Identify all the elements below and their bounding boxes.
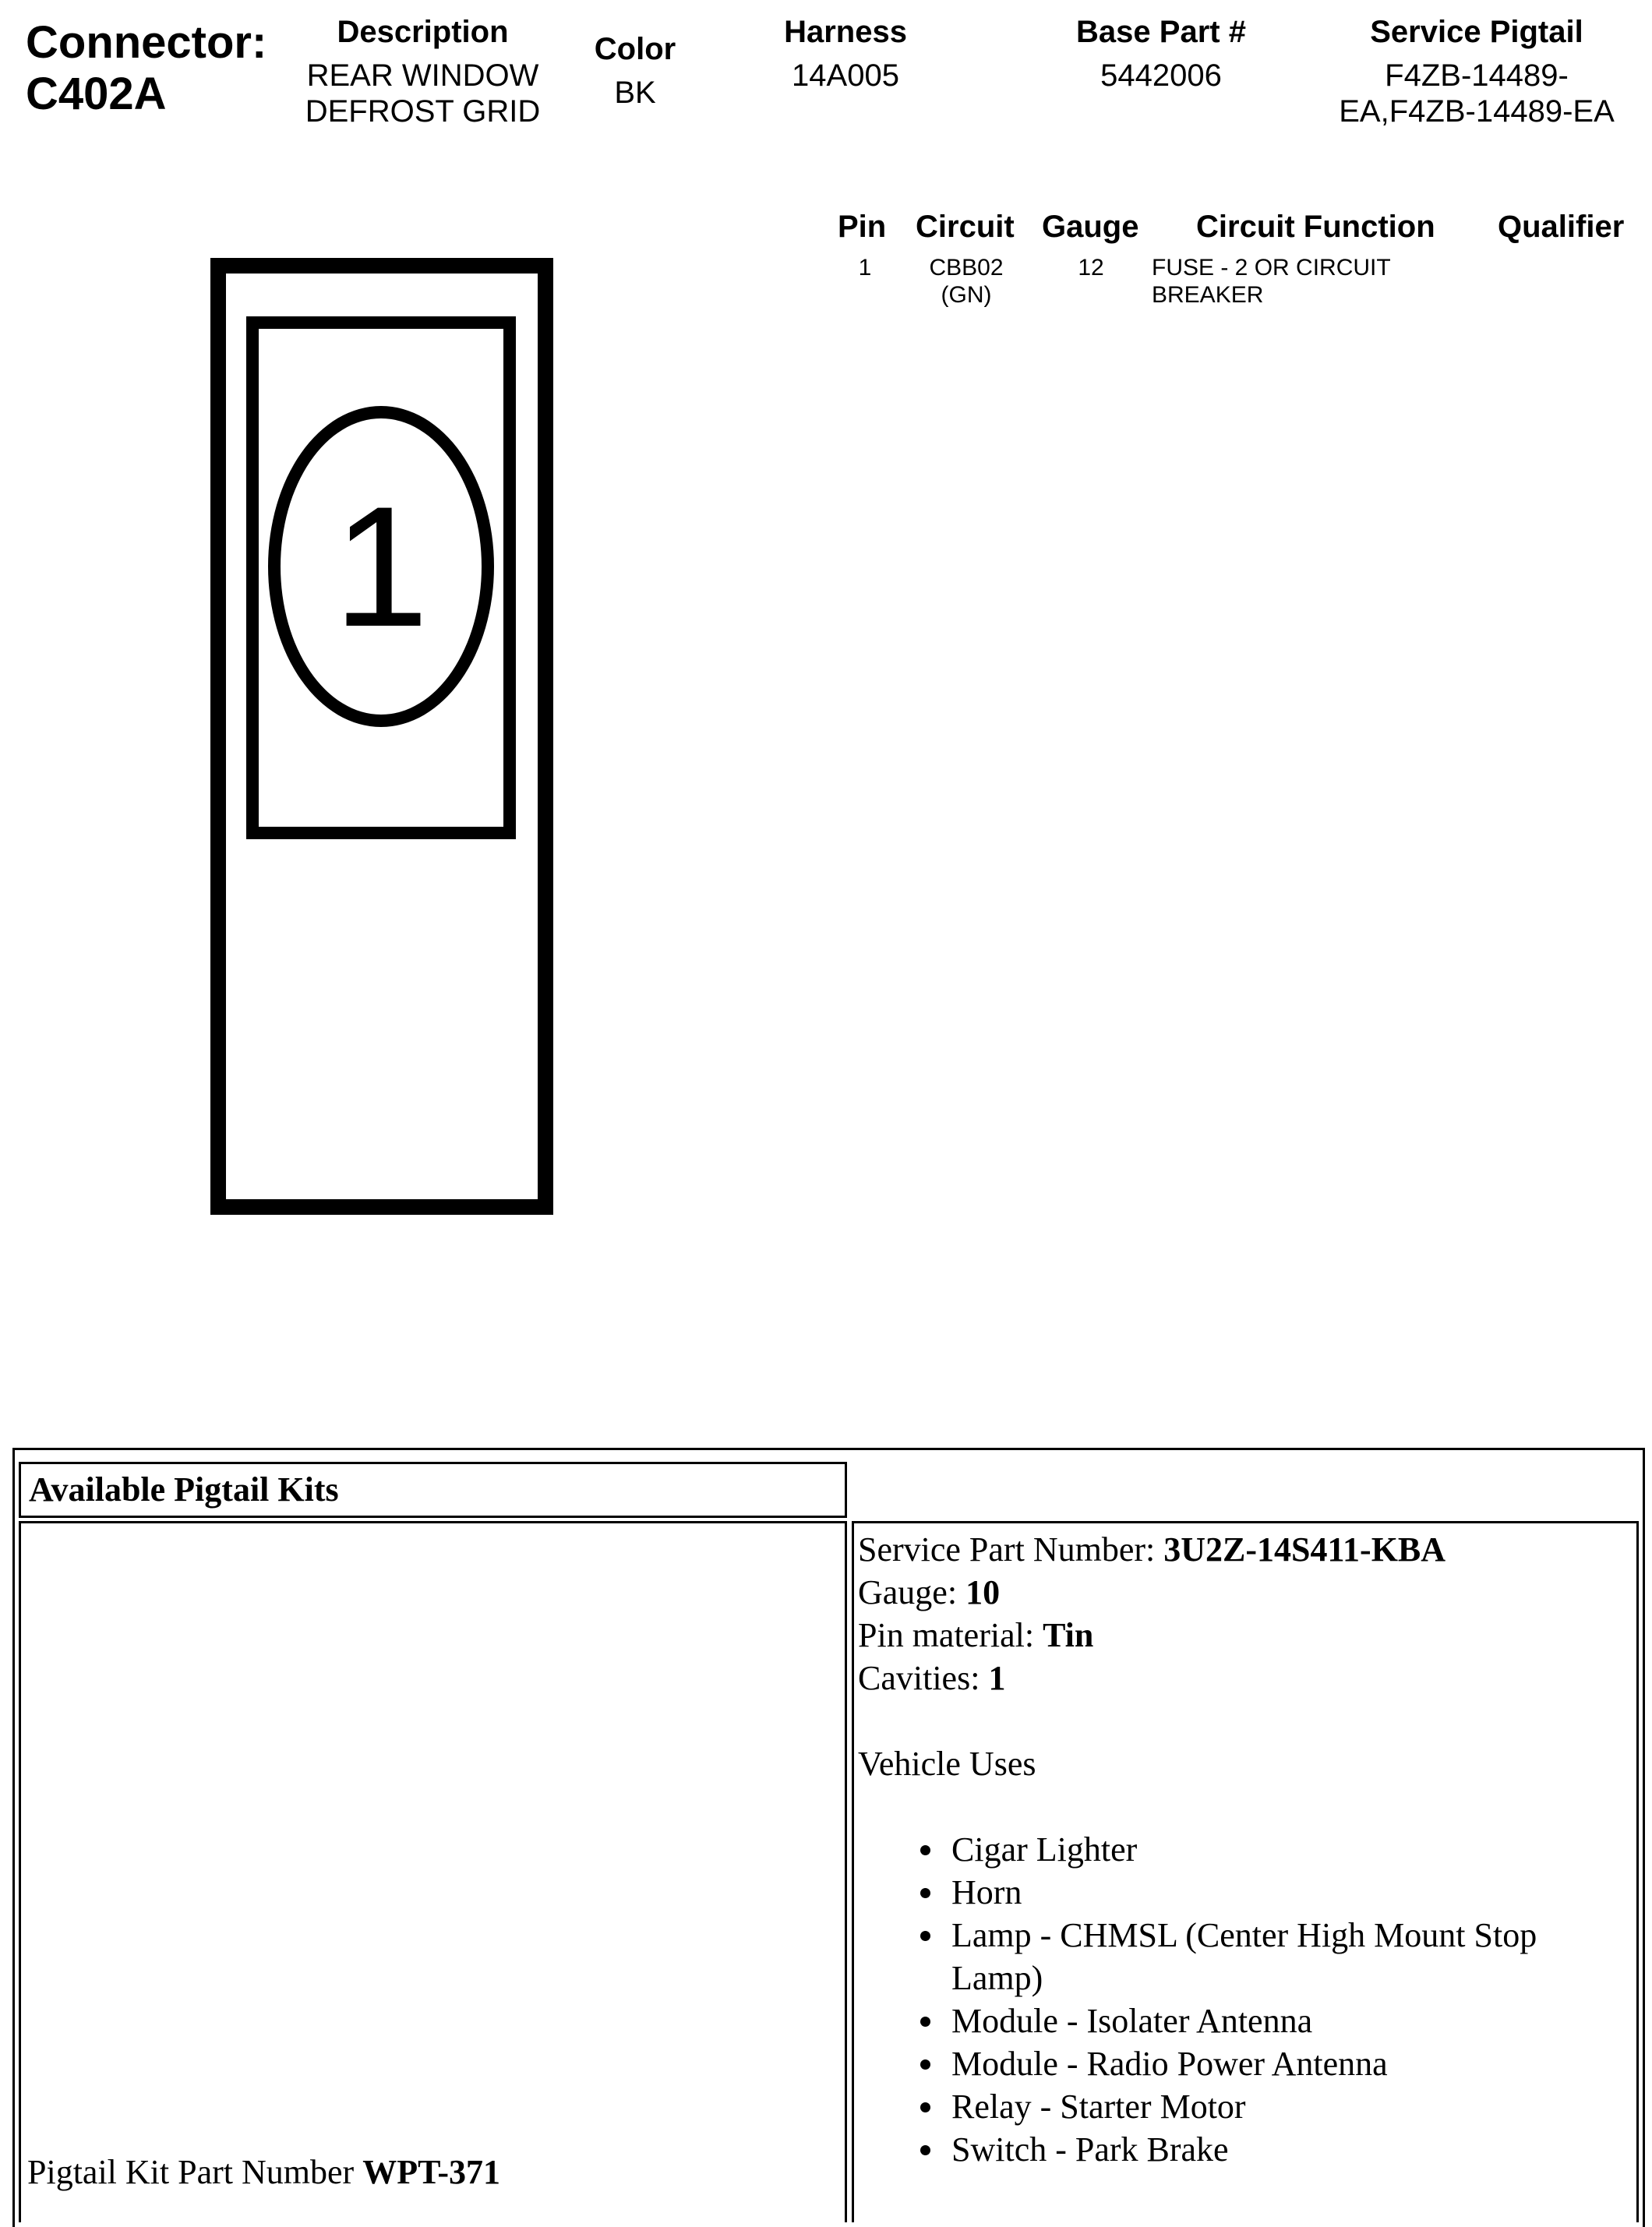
service-pigtail-column [1317,14,1636,129]
gauge-value: 10 [965,1573,1001,1611]
pin-material-line [858,1614,1633,1657]
pigtail-kit-part [27,2151,500,2193]
list-item: Lamp - CHMSL (Center High Mount Stop Lamp) [858,1914,1633,1999]
description-line2: DEFROST GRID [305,94,541,129]
color-header: Color [594,32,676,66]
description-line1: REAR WINDOW [306,58,539,93]
row-function-line2: BREAKER [1152,282,1264,308]
bullet-icon [920,2102,930,2112]
service-pigtail-line2: EA,F4ZB-14489-EA [1339,94,1615,129]
base-part-column [1044,14,1278,94]
base-part-value: 5442006 [1100,58,1222,93]
bullet-icon [920,2059,930,2070]
connector-id: C402A [26,69,167,119]
pin-material-label: Pin material: [858,1616,1043,1654]
harness-value: 14A005 [792,58,899,93]
row-circuit-line1: CBB02 [929,255,1004,281]
bullet-icon [920,2017,930,2027]
pigtail-kit-part-value: WPT-371 [362,2153,501,2191]
bullet-icon [920,1931,930,1941]
gauge-line [858,1571,1633,1614]
pigtail-kit-part-label: Pigtail Kit Part Number [27,2153,363,2191]
row-function-line1: FUSE - 2 OR CIRCUIT [1152,255,1391,281]
base-part-header: Base Part # [1076,15,1246,49]
cavities-label: Cavities: [858,1659,989,1697]
bullet-icon [920,2145,930,2155]
description-header: Description [337,15,509,49]
qualifier-header: Qualifier [1498,210,1625,244]
pin-header: Pin [838,210,887,244]
list-item: Relay - Starter Motor [858,2085,1633,2128]
list-item: Module - Radio Power Antenna [858,2042,1633,2085]
harness-header: Harness [784,15,907,49]
row-circuit [916,254,1017,309]
service-part-cell [852,1521,1639,2222]
pin-number-label: 1 [333,471,429,662]
pigtail-kit-cell [19,1521,847,2222]
vehicle-uses-list [858,1828,1633,2171]
service-pigtail-line1: F4ZB-14489- [1385,58,1569,93]
harness-column [748,14,943,94]
service-part-value: 3U2Z-14S411-KBA [1163,1530,1446,1569]
service-part-number [858,1528,1633,1571]
cavities-value: 1 [988,1659,1006,1697]
list-item: Switch - Park Brake [858,2128,1633,2171]
row-gauge: 12 [1078,255,1104,281]
circuit-function-header: Circuit Function [1196,210,1435,244]
gauge-label: Gauge: [858,1573,966,1611]
color-value: BK [614,76,656,110]
row-circuit-line2: (GN) [941,282,992,308]
list-item: Horn [858,1871,1633,1914]
circuit-header: Circuit [916,210,1015,244]
row-pin: 1 [858,255,872,281]
pigtail-title: Available Pigtail Kits [29,1470,339,1509]
vehicle-uses-label: Vehicle Uses [858,1745,1036,1783]
gauge-header: Gauge [1042,210,1139,244]
service-pigtail-header: Service Pigtail [1370,15,1583,49]
connector-title [26,17,267,120]
cavities-line [858,1657,1633,1699]
pigtail-title-cell [19,1462,847,1518]
list-item: Cigar Lighter [858,1828,1633,1871]
pin-material-value: Tin [1043,1616,1094,1654]
service-part-label: Service Part Number: [858,1530,1164,1569]
color-column [569,31,701,111]
list-item: Module - Isolater Antenna [858,1999,1633,2042]
connector-label: Connector: [26,17,267,68]
description-column [288,14,557,129]
bullet-icon [920,1888,930,1898]
row-function [1152,254,1391,309]
bullet-icon [920,1845,930,1855]
